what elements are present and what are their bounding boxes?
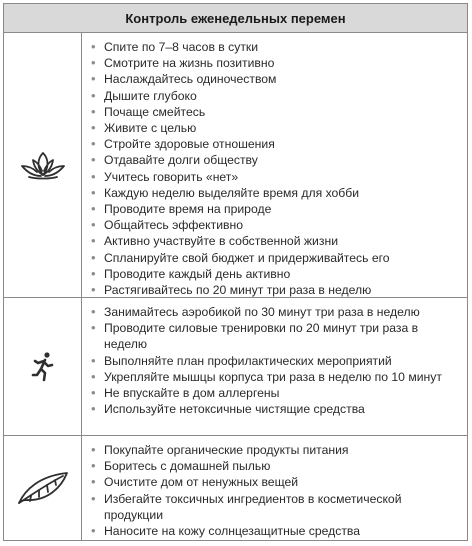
running-person-icon [31, 351, 55, 383]
list-item: • Каждую неделю выделяйте время для хобби [90, 185, 463, 201]
icon-cell-mind [4, 33, 82, 297]
lotus-icon [18, 150, 68, 180]
table-header [4, 4, 467, 33]
icon-cell-body [4, 298, 82, 435]
list-item: • Боритесь с домашней пылью [90, 458, 463, 474]
weekly-changes-table [3, 3, 468, 541]
list-item: • Наносите на кожу солнцезащитные средства [90, 523, 463, 539]
section-mind [4, 33, 467, 298]
table-title: Контроль еженедельных перемен [125, 10, 346, 26]
list-item: • Спланируйте свой бюджет и придерживайтесь его [90, 250, 463, 266]
items-list-mind [82, 33, 467, 297]
items-list-body [82, 298, 467, 435]
list-item: • Учитесь говорить «нет» [90, 169, 463, 185]
list-item: • Выполняйте план профилактических мероприятий [90, 353, 463, 369]
list-item: • Покупайте органические продукты питания [90, 442, 463, 458]
section-environment [4, 436, 467, 540]
list-item: • Используйте нетоксичные чистящие средства [90, 401, 463, 417]
list-item: • Не впускайте в дом аллергены [90, 385, 463, 401]
list-item: • Занимайтесь аэробикой по 30 минут три раза в неделю [90, 304, 463, 320]
list-item: • Наслаждайтесь одиночеством [90, 71, 463, 87]
list-item: • Дышите глубоко [90, 88, 463, 104]
list-item: • Почаще смейтесь [90, 104, 463, 120]
list-item: • Активно участвуйте в собственной жизни [90, 233, 463, 249]
list-item: • Смотрите на жизнь позитивно [90, 55, 463, 71]
list-item: • Укрепляйте мышцы корпуса три раза в неделю по 10 минут [90, 369, 463, 385]
list-item: • Живите с целью [90, 120, 463, 136]
list-item: • Стройте здоровые отношения [90, 136, 463, 152]
list-item: • Общайтесь эффективно [90, 217, 463, 233]
list-item: • Проводите силовые тренировки по 20 минут три раза в неделю [90, 320, 463, 352]
list-item: • Спите по 7–8 часов в сутки [90, 39, 463, 55]
list-item: • Отдавайте долги обществу [90, 152, 463, 168]
list-item: • Очистите дом от ненужных вещей [90, 474, 463, 490]
list-item: • Избегайте токсичных ингредиентов в косметической продукции [90, 491, 463, 523]
items-list-environment [82, 436, 467, 540]
leaf-icon [15, 470, 71, 506]
icon-cell-environment [4, 436, 82, 540]
section-body [4, 298, 467, 436]
list-item: • Проводите время на природе [90, 201, 463, 217]
list-item: • Растягивайтесь по 20 минут три раза в неделю [90, 282, 463, 298]
list-item: • Проводите каждый день активно [90, 266, 463, 282]
